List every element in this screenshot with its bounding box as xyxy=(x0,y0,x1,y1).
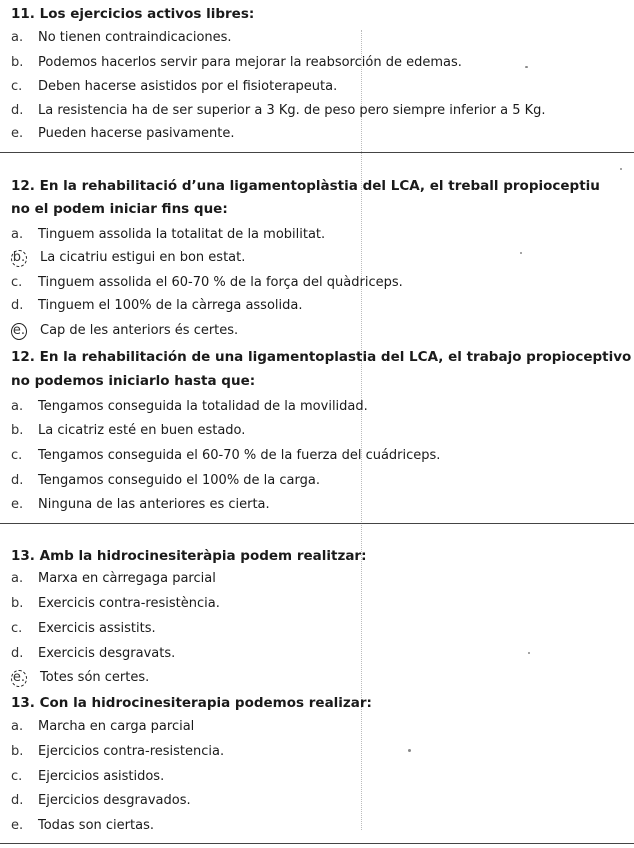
option-letter: d. xyxy=(11,103,24,118)
divider xyxy=(0,843,634,844)
option-letter: c. xyxy=(11,448,23,463)
option-c xyxy=(11,274,631,292)
option-d xyxy=(11,645,631,663)
option-letter: b. xyxy=(11,55,24,70)
question-title: 11. Los ejercicios activos libres: xyxy=(11,6,255,22)
option-letter: a. xyxy=(11,571,24,586)
question-title-line1: 12. En la rehabilitación de una ligamentoplastia del LCA, el trabajo propioceptivo xyxy=(11,349,632,365)
option-letter: c. xyxy=(11,79,23,94)
option-text: La cicatriu estigui en bon estat. xyxy=(40,250,246,265)
option-text: La cicatriz esté en buen estado. xyxy=(38,423,246,438)
option-text: Deben hacerse asistidos por el fisioterapeuta. xyxy=(38,79,338,94)
option-letter-circled: e. xyxy=(12,670,26,685)
option-letter: e. xyxy=(11,497,24,512)
option-e xyxy=(11,125,631,143)
option-letter-circled: b. xyxy=(12,250,26,265)
option-e xyxy=(11,322,631,340)
option-text: No tienen contraindicaciones. xyxy=(38,30,232,45)
option-letter: b. xyxy=(11,423,24,438)
option-c xyxy=(11,447,631,465)
option-text: Cap de les anteriors és certes. xyxy=(40,323,239,338)
option-letter: a. xyxy=(11,30,24,45)
option-text: Marxa en càrregaga parcial xyxy=(38,571,216,586)
option-b xyxy=(11,422,631,440)
option-letter: e. xyxy=(11,126,24,141)
option-letter: e. xyxy=(11,818,24,833)
option-d xyxy=(11,472,631,490)
option-text: Tengamos conseguida el 60-70 % de la fuerza del cuádriceps. xyxy=(38,448,441,463)
option-text: Ejercicios desgravados. xyxy=(38,793,191,808)
option-text: Exercicis assistits. xyxy=(38,621,156,636)
option-letter: b. xyxy=(11,744,24,759)
option-letter: d. xyxy=(11,646,24,661)
question-title-line1: 12. En la rehabilitació d’una ligamentoplàstia del LCA, el treball propioceptiu xyxy=(11,178,600,194)
option-b xyxy=(11,595,631,613)
question-title: 13. Amb la hidrocinesiteràpia podem realitzar: xyxy=(11,548,367,564)
option-text: Tengamos conseguida la totalidad de la movilidad. xyxy=(38,399,368,414)
option-b xyxy=(11,249,631,267)
option-letter: d. xyxy=(11,793,24,808)
option-letter: a. xyxy=(11,399,24,414)
option-letter: c. xyxy=(11,275,23,290)
option-text: Totes són certes. xyxy=(40,670,150,685)
option-text: La resistencia ha de ser superior a 3 Kg. de peso pero siempre inferior a 5 Kg. xyxy=(38,103,546,118)
question-title-line2: no el podem iniciar fins que: xyxy=(11,201,228,217)
option-text: Tinguem assolida la totalitat de la mobilitat. xyxy=(38,227,326,242)
option-text: Ejercicios asistidos. xyxy=(38,769,165,784)
option-d xyxy=(11,297,631,315)
option-letter: a. xyxy=(11,719,24,734)
option-a xyxy=(11,226,631,244)
option-d xyxy=(11,792,631,810)
option-text: Tinguem assolida el 60-70 % de la força del quàdriceps. xyxy=(38,275,403,290)
option-d xyxy=(11,102,631,120)
option-text: Tinguem el 100% de la càrrega assolida. xyxy=(38,298,303,313)
option-text: Ninguna de las anteriores es cierta. xyxy=(38,497,270,512)
option-a xyxy=(11,398,631,416)
option-a xyxy=(11,29,631,47)
option-e xyxy=(11,669,631,687)
option-c xyxy=(11,620,631,638)
scan-speck xyxy=(620,168,622,170)
question-title-line2: no podemos iniciarlo hasta que: xyxy=(11,373,256,389)
option-text: Marcha en carga parcial xyxy=(38,719,195,734)
divider xyxy=(0,523,634,524)
option-text: Todas son ciertas. xyxy=(38,818,154,833)
option-letter: c. xyxy=(11,621,23,636)
option-a xyxy=(11,570,631,588)
option-c xyxy=(11,78,631,96)
option-text: Ejercicios contra-resistencia. xyxy=(38,744,225,759)
option-letter: d. xyxy=(11,473,24,488)
option-e xyxy=(11,496,631,514)
option-text: Tengamos conseguido el 100% de la carga. xyxy=(38,473,320,488)
option-text: Pueden hacerse pasivamente. xyxy=(38,126,235,141)
option-letter: b. xyxy=(11,596,24,611)
option-letter-circled: e. xyxy=(12,323,26,338)
option-e xyxy=(11,817,631,835)
option-b xyxy=(11,54,631,72)
question-title: 13. Con la hidrocinesiterapia podemos realizar: xyxy=(11,695,372,711)
option-text: Exercicis desgravats. xyxy=(38,646,176,661)
option-b xyxy=(11,743,631,761)
divider xyxy=(0,152,634,153)
option-text: Podemos hacerlos servir para mejorar la reabsorción de edemas. xyxy=(38,55,462,70)
option-letter: d. xyxy=(11,298,24,313)
option-letter: c. xyxy=(11,769,23,784)
option-a xyxy=(11,718,631,736)
option-c xyxy=(11,768,631,786)
option-text: Exercicis contra-resistència. xyxy=(38,596,220,611)
option-letter: a. xyxy=(11,227,24,242)
